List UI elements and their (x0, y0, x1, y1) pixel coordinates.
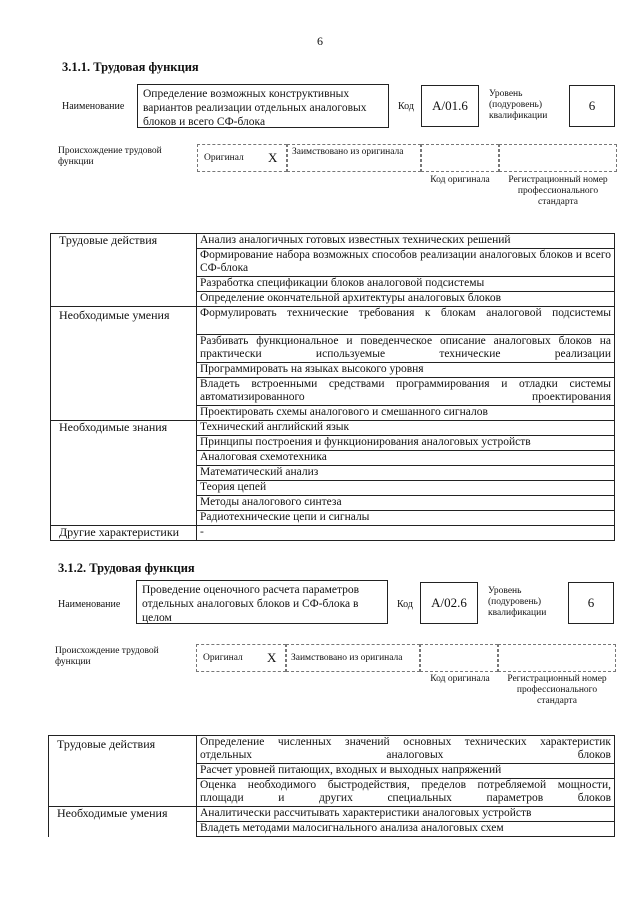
original-cell (197, 144, 287, 172)
table-cell: Аналоговая схемотехника (197, 451, 615, 466)
row-label: Трудовые действия (49, 736, 197, 807)
level-value: 6 (568, 582, 614, 624)
reg-label: Регистрационный номер профессионального стандарта (508, 175, 608, 207)
table-cell: Технический английский язык (197, 421, 615, 436)
row-label: Трудовые действия (51, 234, 197, 307)
row-label: Необходимые умения (51, 307, 197, 421)
table-cell: Владеть встроенными средствами программирования и отладки системы автоматизированного проектирования (197, 378, 615, 406)
level-label: Уровень (подуровень) квалификации (488, 586, 547, 618)
borrowed-label: Заимствовано из оригинала (291, 653, 403, 663)
table-cell: - (197, 526, 615, 541)
code-label: Код (397, 599, 413, 610)
table-cell: Оценка необходимого быстродействия, пределов потребляемой мощности, площади и других специальных параметров блоков (197, 779, 615, 807)
table-row (49, 807, 615, 822)
level-label: Уровень (подуровень) квалификации (489, 89, 548, 121)
original-label: Оригинал (204, 153, 244, 163)
original-label: Оригинал (203, 653, 243, 663)
table-row (51, 234, 615, 249)
name-label: Наименование (58, 599, 121, 610)
table-row (51, 526, 615, 541)
code-label: Код (398, 101, 414, 112)
table-cell: Определение численных значений основных технических характеристик отдельных аналоговых блоков (197, 736, 615, 764)
table-cell: Формулировать технические требования к блокам аналоговой подсистемы (197, 307, 615, 335)
origin-label: Происхождение трудовой функции (55, 646, 159, 667)
row-label: Другие характеристики (51, 526, 197, 541)
function-name: Определение возможных конструктивных вариантов реализации отдельных аналоговых блоков и всего СФ-блока (137, 84, 389, 128)
table-row (49, 736, 615, 764)
function-name: Проведение оценочного расчета параметров отдельных аналоговых блоков и СФ-блока в целом (136, 580, 388, 624)
table-cell: Проектировать схемы аналогового и смешанного сигналов (197, 406, 615, 421)
original-mark: X (268, 150, 278, 165)
code-value: А/01.6 (421, 85, 479, 127)
level-value: 6 (569, 85, 615, 127)
function-table-1 (50, 233, 615, 541)
table-cell: Разработка спецификации блоков аналоговой подсистемы (197, 277, 615, 292)
table-row (51, 421, 615, 436)
original-mark: X (267, 650, 277, 665)
table-cell: Анализ аналогичных готовых известных технических решений (197, 234, 615, 249)
origin-label: Происхождение трудовой функции (58, 146, 162, 167)
code-orig-label: Код оригинала (430, 175, 490, 185)
borrowed-label: Заимствовано из оригинала (292, 147, 404, 157)
original-cell (196, 644, 286, 672)
table-cell: Принципы построения и функционирования аналоговых устройств (197, 436, 615, 451)
table-cell: Методы аналогового синтеза (197, 496, 615, 511)
table-cell: Аналитически рассчитывать характеристики аналоговых устройств (197, 807, 615, 822)
table-cell: Программировать на языках высокого уровня (197, 363, 615, 378)
row-label: Необходимые умения (49, 807, 197, 837)
reg-label: Регистрационный номер профессионального стандарта (507, 674, 607, 706)
table-cell: Расчет уровней питающих, входных и выходных напряжений (197, 764, 615, 779)
borrowed-cell (287, 144, 421, 172)
table-cell: Математический анализ (197, 466, 615, 481)
code-value: А/02.6 (420, 582, 478, 624)
name-label: Наименование (62, 101, 125, 112)
table-cell: Определение окончательной архитектуры аналоговых блоков (197, 292, 615, 307)
table-cell: Теория цепей (197, 481, 615, 496)
section-title: 3.1.1. Трудовая функция (62, 60, 199, 74)
table-cell: Владеть методами малосигнального анализа аналоговых схем (197, 822, 615, 837)
table-row (51, 307, 615, 335)
code-orig-cell (420, 644, 498, 672)
table-cell: Радиотехнические цепи и сигналы (197, 511, 615, 526)
table-cell: Разбивать функциональное и поведенческое описание аналоговых блоков на практически используемые технические реализации (197, 335, 615, 363)
function-table-2 (48, 735, 615, 837)
reg-cell (499, 144, 617, 172)
table-cell: Формирование набора возможных способов реализации аналоговых блоков и всего СФ-блока (197, 249, 615, 277)
code-orig-label: Код оригинала (430, 674, 490, 684)
row-label: Необходимые знания (51, 421, 197, 526)
code-orig-cell (421, 144, 499, 172)
section-title: 3.1.2. Трудовая функция (58, 561, 195, 575)
reg-cell (498, 644, 616, 672)
borrowed-cell (286, 644, 420, 672)
page-number: 6 (317, 34, 323, 48)
